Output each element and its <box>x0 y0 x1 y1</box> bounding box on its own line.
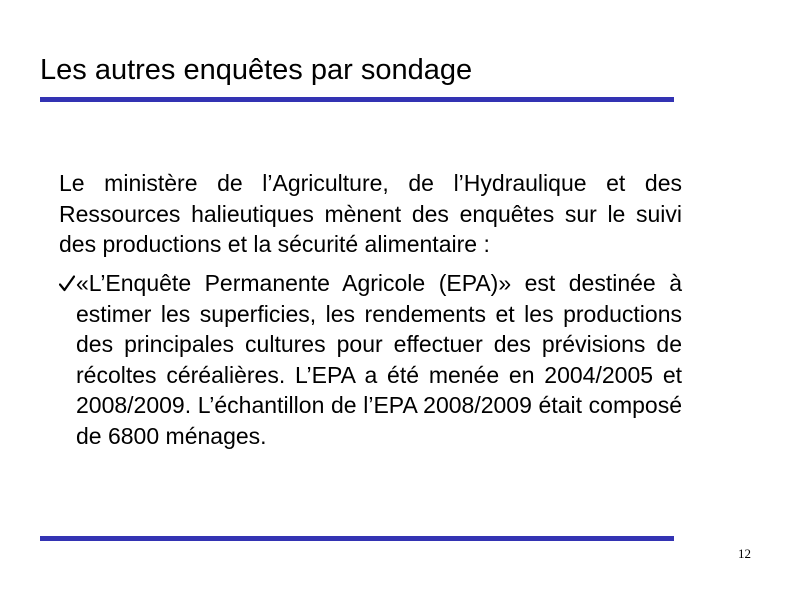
bullet-item <box>59 268 682 451</box>
title-underline <box>40 97 674 102</box>
footer-rule <box>40 536 674 541</box>
slide-title: Les autres enquêtes par sondage <box>40 54 473 86</box>
bullet-text: «L’Enquête Permanente Agricole (EPA)» est destinée à estimer les superficies, les rendements et les productions des principales cultures pour effectuer des prévisions de récoltes céréalières. L’EPA a été menée en 2004/2005 et 2008/2009. L’échantillon de l’EPA 2008/2009 était composé de 6800 ménages. <box>76 270 682 449</box>
intro-paragraph: Le ministère de l’Agriculture, de l’Hydraulique et des Ressources halieutiques mènent des enquêtes sur le suivi des productions et la sécurité alimentaire : <box>59 170 682 257</box>
checkmark-icon <box>59 268 76 299</box>
page-number: 12 <box>738 546 751 561</box>
bullet-list <box>59 268 682 451</box>
